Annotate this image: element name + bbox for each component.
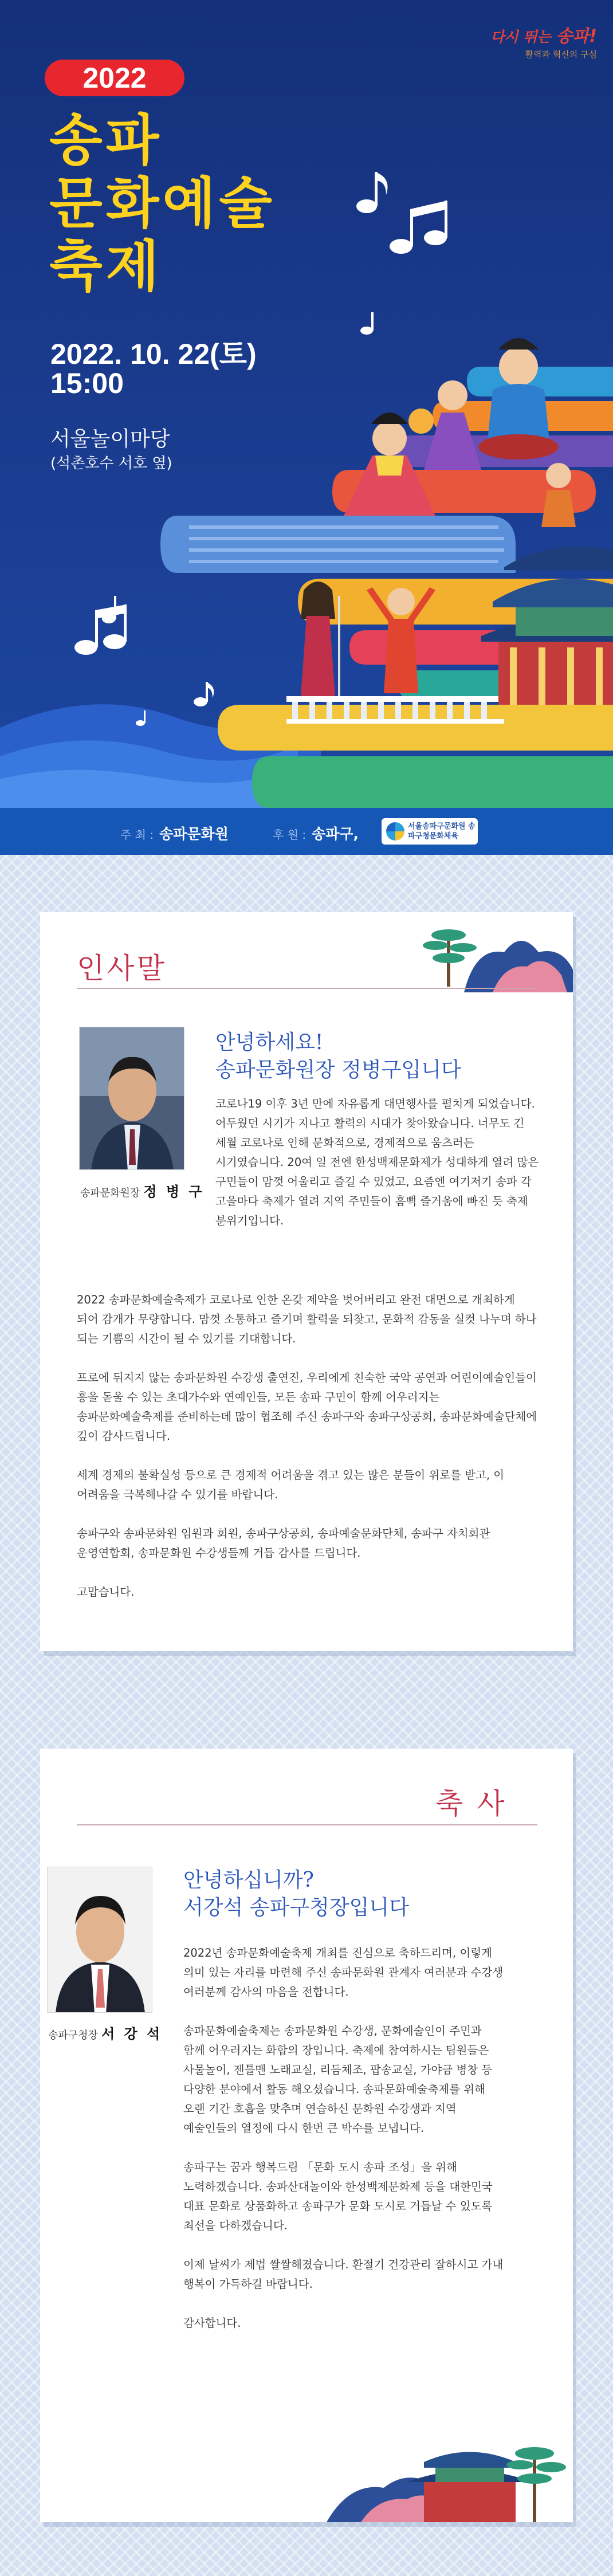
congrats-body: [183, 1943, 504, 2333]
greeting-paragraph-6: 고맙습니다.: [77, 1585, 135, 1599]
greeting-paragraph-5: 송파구와 송파문화원 임원과 회원, 송파구상공회, 송파예술문화단체, 송파구 자치회관 운영연합회, 송파문화원 수강생들께 거듭 감사를 드립니다.: [77, 1527, 490, 1560]
title-line-1: 송파: [49, 108, 163, 172]
palace-pine-decoration: [327, 2419, 573, 2522]
director-name: 정 병 구: [143, 1184, 205, 1200]
host-name: 송파문화원: [159, 826, 229, 842]
festival-hero: [0, 0, 613, 808]
congrats-salutation: [183, 1867, 409, 1922]
greeting-heading-rule: [77, 988, 537, 989]
congrats-paragraph-1: 2022년 송파문화예술축제 개최를 진심으로 축하드리며, 이렇게 의미 있는 자리를 마련해 주신 송파문화원 관계자 여러분과 수강생 여러분께 감사의 마음을 전합니다.: [183, 1946, 504, 1998]
greeting-paragraph-4: 세계 경제의 불확실성 등으로 큰 경제적 어려움을 겪고 있는 많은 분들이 위로를 받고, 이 어려움을 극복해나갈 수 있기를 바랍니다.: [77, 1468, 505, 1501]
event-venue-detail: (석촌호수 서호 옆): [50, 455, 172, 472]
greeting-salutation-line-1: 안녕하세요!: [215, 1031, 324, 1054]
pine-mountain-decoration: [395, 912, 573, 992]
greeting-paragraph-1: 코로나19 이후 3년 만에 자유롭게 대면행사를 펼치게 되었습니다. 어두웠던 시기가 지나고 활력의 시대가 찾아왔습니다. 너무도 긴 세월 코로나로 인해 문화적으로, 경제적으로 움츠러든 시기였습니다. 20여 일 전엔 한성백제문화제가 성대하게 열려 많은 구민들이 맘껏 어울리고 즐길 수 있었고, 요즘엔 여기저기 송파 각 고을마다 축제가 열려 지역 주민들이 흠뻑 즐거움에 빠진 듯 축제 분위기입니다.: [215, 1097, 539, 1227]
congrats-paragraph-5: 감사합니다.: [183, 2316, 241, 2330]
support-info: [273, 823, 359, 843]
greeting-paragraph-2: 2022 송파문화예술축제가 코로나로 인한 온갖 제약을 벗어버리고 완전 대면으로 개최하게 되어 감개가 무량합니다. 맘껏 소통하고 즐기며 활력을 되찾고, 문화적 감동을 실컷 나누며 하나 되는 기쁨의 시간이 될 수 있기를 기대합니다.: [77, 1293, 537, 1345]
slogan-sub: 활력과 혁신의 구심: [525, 49, 597, 60]
event-venue: 서울놀이마당: [50, 427, 170, 451]
logo-text: 서울송파구문화원 송파구청문화체육: [408, 822, 476, 841]
congrats-paragraph-3: 송파구는 꿈과 행복드림 「문화 도시 송파 조성」을 위해 노력하겠습니다. 송파산대놀이와 한성백제문화제 등을 대한민국 대표 문화로 상품화하고 송파구가 문화 도시로 거듭날 수 있도록 최선을 다하겠습니다.: [183, 2161, 493, 2232]
support-label: 후 원 :: [273, 828, 306, 842]
mayor-role: 송파구청장: [48, 2029, 98, 2041]
mayor-name: 서 강 석: [101, 2026, 163, 2042]
supporter-logo: [382, 818, 478, 845]
year-badge: 2022: [45, 60, 184, 96]
event-time: 15:00: [50, 367, 124, 399]
congrats-card: [40, 1749, 573, 2522]
congrats-salutation-line-1: 안녕하십니까?: [183, 1868, 314, 1892]
director-caption: [80, 1180, 205, 1200]
greeting-salutation-line-2: 송파문화원장 정병구입니다: [215, 1058, 461, 1082]
logo-mark-icon: [386, 822, 404, 841]
greeting-salutation: [215, 1029, 461, 1084]
slogan-word: 송파!: [556, 26, 597, 46]
slogan: [490, 22, 597, 60]
congrats-paragraph-4: 이제 날씨가 제법 쌀쌀해졌습니다. 환절기 건강관리 잘하시고 가내 행복이 가득하길 바랍니다.: [183, 2258, 504, 2291]
slogan-prefix: 다시 뛰는: [490, 29, 551, 45]
mayor-caption: [48, 2023, 162, 2043]
director-photo: [79, 1027, 184, 1170]
sponsor-bar: [0, 808, 613, 855]
title-line-2: 문화예술: [49, 171, 276, 235]
congrats-paragraph-2: 송파문화예술축제는 송파문화원 수강생, 문화예술인이 주민과 함께 어우러지는 화합의 장입니다. 축제에 참여하시는 팀원들은 사물놀이, 젠틀맨 노래교실, 리듬체조, 팝송교실, 가야금 병창 등 다양한 분야에서 활동 해오셨습니다. 송파문화예술축제를 위해 오랜 기간 호흡을 맞추며 연습하신 문화원 수강생과 지역 예술인들의 열정에 다시 한번 큰 박수를 보냅니다.: [183, 2024, 493, 2135]
support-name: 송파구,: [312, 826, 359, 842]
host-info: [120, 823, 229, 843]
greeting-body: [77, 1290, 539, 1602]
greeting-heading: 인사말: [77, 952, 167, 985]
congrats-salutation-line-2: 서강석 송파구청장입니다: [183, 1896, 409, 1919]
title-line-3: 축제: [49, 234, 163, 299]
event-date: 2022. 10. 22(토): [50, 338, 257, 370]
director-role: 송파문화원장: [80, 1187, 140, 1199]
greeting-card: [40, 912, 573, 1651]
congrats-heading: 축 사: [435, 1787, 507, 1820]
mayor-photo: [47, 1867, 152, 2013]
congrats-heading-rule: [77, 1824, 537, 1825]
host-label: 주 최 :: [120, 828, 154, 842]
greeting-paragraph-3: 프로에 뒤지지 않는 송파문화원 수강생 출연진, 우리에게 친숙한 국악 공연과 어린이예술인들이 흥을 돋울 수 있는 초대가수와 연예인들, 모든 송파 구민이 함께 어우러지는 송파문화예술축제를 준비하는데 많이 협조해 주신 송파구와 송파구상공회, 송파문화예술단체에 깊이 감사드립니다.: [77, 1371, 537, 1443]
